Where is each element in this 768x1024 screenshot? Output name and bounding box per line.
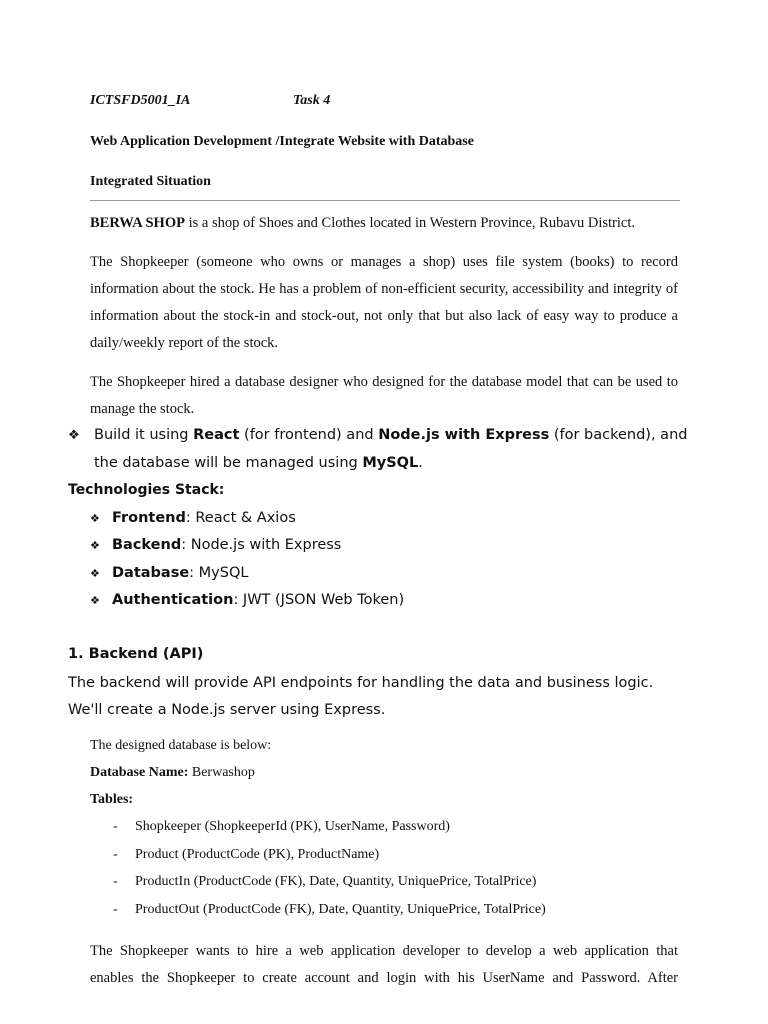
react-label: React xyxy=(193,427,240,443)
list-item: ❖ Authentication: JWT (JSON Web Token) xyxy=(90,589,404,616)
intro-paragraph-2: The Shopkeeper (someone who owns or manages a shop) uses file system (books) to record information about the stock. He has a problem of non-efficient security, accessibility and integrity of information about the stock-in and stock-out, not only that but also lack of easy way to produce a daily/weekly report of the stock. xyxy=(90,254,678,351)
list-item: - ProductIn (ProductCode (FK), Date, Quantity, UniquePrice, TotalPrice) xyxy=(113,874,537,890)
list-item: ❖ Database: MySQL xyxy=(90,562,404,589)
tech-stack-list xyxy=(90,507,404,616)
mysql-label: MySQL xyxy=(362,455,419,471)
shop-description: is a shop of Shoes and Clothes located in Western Province, Rubavu District. xyxy=(184,215,635,231)
list-item: - ProductOut (ProductCode (FK), Date, Quantity, UniquePrice, TotalPrice) xyxy=(113,902,546,918)
task-label: Task 4 xyxy=(293,93,331,108)
closing-line-1: The Shopkeeper wants to hire a web application developer to develop a web application that xyxy=(90,943,678,959)
database-name: Database Name: Berwashop xyxy=(90,765,255,780)
build-instruction-line-2: the database will be managed using MySQL. xyxy=(94,455,423,471)
diamond-bullet-icon: ❖ xyxy=(68,428,80,443)
tech-stack-title: Technologies Stack: xyxy=(68,482,225,498)
document-code: ICTSFD5001_IA xyxy=(90,93,191,108)
backend-description: The backend will provide API endpoints for handling the data and business logic. We'll create a Node.js server using Express. xyxy=(68,675,654,718)
document-title: Web Application Development /Integrate Website with Database xyxy=(90,134,474,149)
tables-label: Tables: xyxy=(90,792,134,807)
backend-heading: 1. Backend (API) xyxy=(68,646,204,662)
list-item: - Shopkeeper (ShopkeeperId (PK), UserName, Password) xyxy=(113,819,450,834)
list-item: ❖ Backend: Node.js with Express xyxy=(90,534,404,561)
database-intro: The designed database is below: xyxy=(90,738,272,753)
horizontal-divider xyxy=(90,200,680,201)
build-instruction: ❖ Build it using React (for frontend) and Node.js with Express (for backend), and xyxy=(68,422,687,449)
shop-name: BERWA SHOP xyxy=(90,215,185,231)
intro-paragraph-1 xyxy=(90,210,678,237)
intro-paragraph-3: The Shopkeeper hired a database designer who designed for the database model that can be used to manage the stock. xyxy=(90,374,678,417)
closing-line-2: enables the Shopkeeper to create account and login with his UserName and Password. After xyxy=(90,970,678,986)
list-item: ❖ Frontend: React & Axios xyxy=(90,507,404,534)
node-express-label: Node.js with Express xyxy=(378,427,550,443)
tables-list xyxy=(113,817,546,928)
list-item: - Product (ProductCode (PK), ProductName) xyxy=(113,846,380,862)
section-subtitle: Integrated Situation xyxy=(90,174,211,189)
diamond-bullet-icon: ❖ xyxy=(90,539,100,553)
diamond-bullet-icon: ❖ xyxy=(90,593,100,607)
diamond-bullet-icon: ❖ xyxy=(90,566,100,580)
diamond-bullet-icon: ❖ xyxy=(90,512,100,525)
